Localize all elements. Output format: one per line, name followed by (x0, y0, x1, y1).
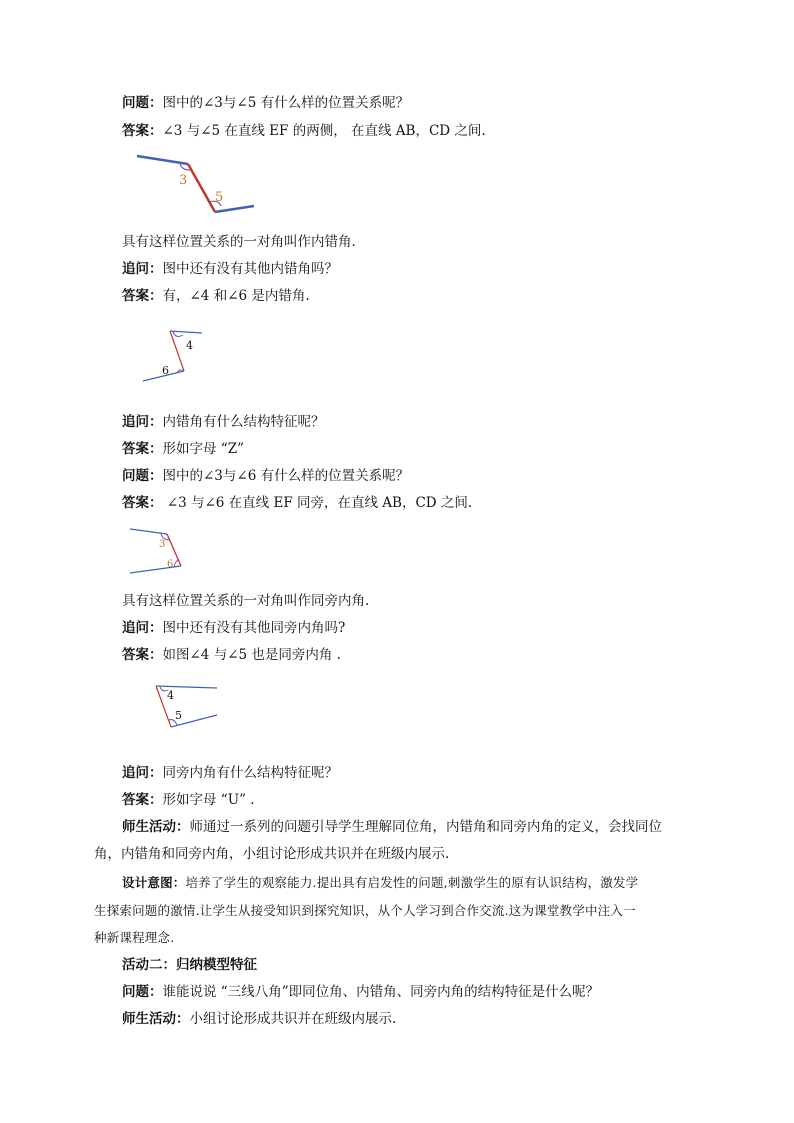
angle-label-5b: 5 (175, 709, 182, 722)
figure-alternate-angles-3-5 (135, 150, 260, 216)
definition-co-interior: 具有这样位置关系的一对角叫作同旁内角. (122, 593, 370, 609)
activity-line-3: 师生活动：小组讨论形成共识并在班级内展示. (122, 1011, 397, 1027)
angle-label-3: 3 (179, 173, 188, 188)
answer-line-5: 答案：如图∠4 与∠5 也是同旁内角 . (122, 647, 341, 663)
angle-label-6: 6 (162, 364, 169, 377)
question-line-3: 问题：谁能说说 “三线八角”即同位角、内错角、同旁内角的结构特征是什么呢？ (122, 984, 600, 1000)
angle-label-3b: 3 (159, 539, 166, 550)
activity-paragraph-line2: 角，内错角和同旁内角，小组讨论形成共识并在班级内展示. (94, 846, 450, 862)
design-intent-line2: 生探索问题的激情.让学生从接受知识到探究知识，从个人学习到合作交流.这为课堂教学中注入一 (94, 903, 636, 918)
question-line-1: 问题：图中的∠3与∠5 有什么样的位置关系呢？ (122, 95, 410, 111)
answer-line-1: 答案：∠3 与∠5 在直线 EF 的两侧， 在直线 AB，CD 之间. (122, 123, 486, 139)
figure-alternate-angles-4-6 (140, 326, 208, 386)
design-intent-line3: 种新课程理念. (94, 930, 175, 945)
followup-line-4: 追问：同旁内角有什么结构特征呢？ (122, 765, 338, 781)
figure-co-interior-3-6 (128, 524, 188, 576)
followup-line-3: 追问：图中还有没有其他同旁内角吗? (122, 620, 346, 636)
followup-line-2: 追问：内错角有什么结构特征呢？ (122, 414, 325, 430)
question-line-2: 问题：图中的∠3与∠6 有什么样的位置关系呢？ (122, 468, 410, 484)
angle-label-4: 4 (186, 339, 193, 352)
definition-alternate: 具有这样位置关系的一对角叫作内错角. (122, 234, 356, 250)
design-intent-line1: 设计意图：培养了学生的观察能力.提出具有启发性的问题,刺激学生的原有认识结构，激发学 (122, 875, 639, 890)
answer-line-2: 答案：有，∠4 和∠6 是内错角. (122, 288, 310, 304)
activity-paragraph-line1: 师生活动：师通过一系列的问题引导学生理解同位角，内错角和同旁内角的定义，会找同位 (122, 819, 662, 835)
activity-two-heading: 活动二：归纳模型特征 (122, 957, 257, 973)
line-ab (137, 156, 188, 164)
angle-label-4b: 4 (167, 689, 174, 702)
answer-line-3: 答案：形如字母 “Z” (122, 441, 244, 457)
line-cd (215, 206, 254, 212)
angle-label-6b: 6 (167, 559, 174, 570)
figure-co-interior-4-5 (153, 682, 221, 732)
followup-line-1: 追问：图中还有没有其他内错角吗？ (122, 261, 338, 277)
answer-line-4: 答案： ∠3 与∠6 在直线 EF 同旁，在直线 AB，CD 之间. (122, 495, 473, 511)
line-ef (188, 164, 215, 212)
angle-label-5: 5 (215, 190, 224, 205)
answer-line-6: 答案：形如字母 “U” . (122, 792, 255, 808)
